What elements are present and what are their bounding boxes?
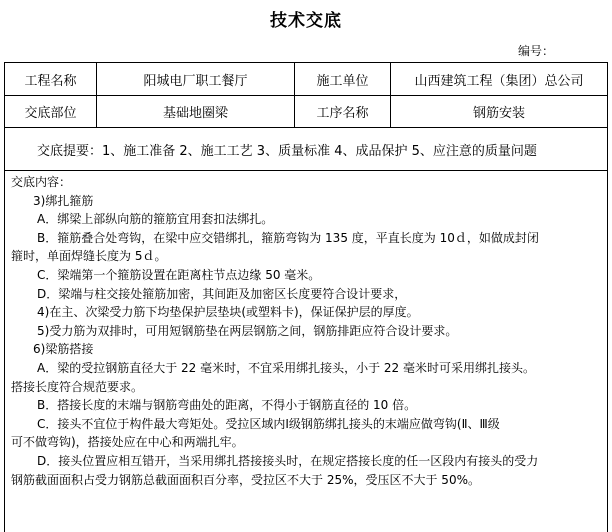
table-row-summary: [5, 128, 607, 171]
content-line: B．搭接长度的末端与钢筋弯曲处的距离，不得小于钢筋直径的 10 倍。: [37, 398, 417, 413]
project-name-value: 阳城电厂职工餐厅: [97, 63, 295, 95]
content-line: D．接头位置应相互错开，当采用绑扎搭接接头时，在规定搭接长度的任一区段内有接头的受力: [37, 453, 539, 468]
construction-unit-value: 山西建筑工程（集团）总公司: [414, 73, 584, 89]
content-heading: 交底内容：: [11, 175, 72, 189]
table-row-part: [5, 96, 607, 128]
content-line: 5)受力筋为双排时，可用短钢筋垫在两层钢筋之间，钢筋排距应符合设计要求。: [37, 323, 458, 338]
project-name-label: 工程名称: [5, 63, 97, 95]
document-number-label: 编号：: [518, 44, 555, 58]
content-line: A．梁的受拉钢筋直径大于 22 毫米时，不宜采用绑扎接头，小于 22 毫米时可采用绑扎接头。: [37, 360, 536, 375]
disclosure-part-label: 交底部位: [5, 96, 97, 127]
content-line: 3)绑扎箍筋: [33, 193, 94, 208]
disclosure-summary: 交底提要：1、施工准备 2、施工工艺 3、质量标准 4、成品保护 5、应注意的质量问题: [37, 143, 537, 159]
content-line: A．绑梁上部纵向筋的箍筋宜用套扣法绑扎。: [37, 212, 274, 227]
content-line: 钢筋截面面积占受力钢筋总截面面积百分率，受拉区不大于 25%，受压区不大于 50%。: [11, 472, 480, 487]
content-line: 6)梁筋搭接: [33, 342, 94, 357]
process-name-label: 工序名称: [295, 96, 391, 127]
document-title: 技术交底: [270, 11, 342, 31]
table-row-project: [5, 63, 607, 96]
construction-unit-label: 施工单位: [295, 63, 391, 95]
content-line: C．梁端第一个箍筋设置在距离柱节点边缘 50 毫米。: [37, 267, 321, 282]
disclosure-content: [11, 173, 605, 489]
disclosure-part-value: 基础地圈梁: [97, 96, 295, 127]
content-line: B．箍筋叠合处弯钩，在梁中应交错绑扎，箍筋弯钩为 135 度，平直长度为 10ｄ，如做成封闭: [37, 230, 539, 245]
content-line: 箍时，单面焊缝长度为 5ｄ。: [11, 249, 167, 264]
content-line: 4)在主、次梁受力筋下均垫保护层垫块(或塑料卡)，保证保护层的厚度。: [37, 305, 419, 320]
content-line: 搭接长度符合规范要求。: [11, 379, 144, 394]
disclosure-sheet: [4, 62, 608, 532]
content-line: 可不做弯钩)，搭接处应在中心和两端扎牢。: [11, 435, 244, 450]
content-line: C．接头不宜位于构件最大弯矩处。受拉区域内Ⅰ级钢筋绑扎接头的末端应做弯钩(Ⅱ、Ⅲ级: [37, 416, 500, 431]
content-line: D．梁端与柱交接处箍筋加密，其间距及加密区长度要符合设计要求，: [37, 286, 407, 301]
process-name-value: 钢筋安装: [472, 106, 525, 121]
